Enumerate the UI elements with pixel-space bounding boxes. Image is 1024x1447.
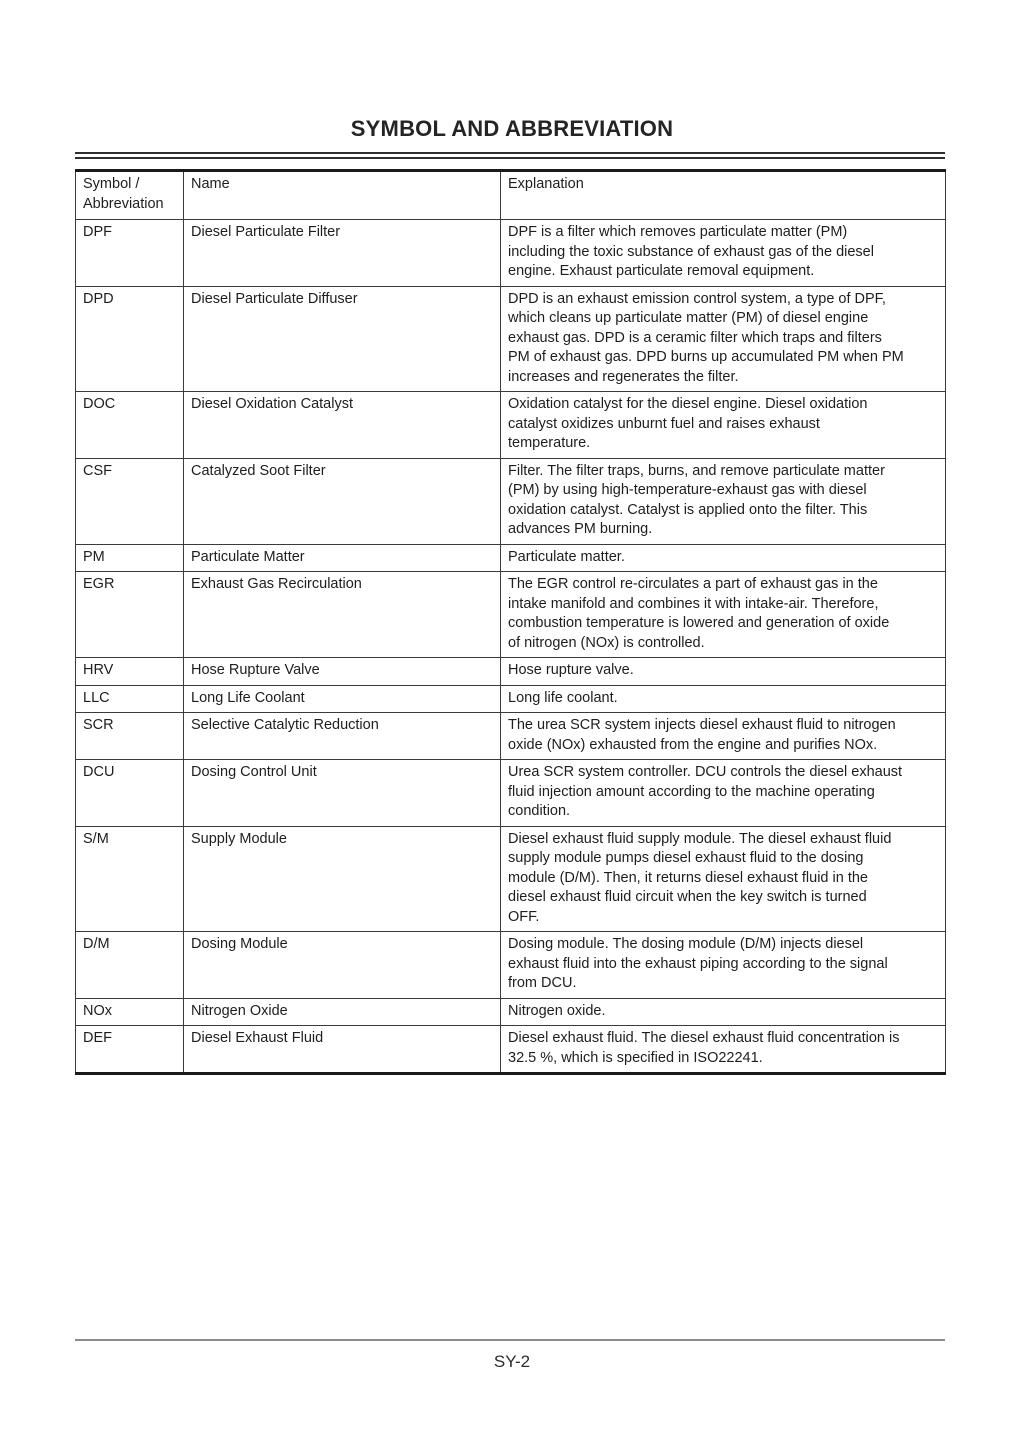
table-row (76, 826, 946, 932)
symbol-cell: LLC (76, 685, 184, 713)
explanation-cell (501, 998, 946, 1026)
explanation-line: supply module pumps diesel exhaust fluid to the dosing (508, 850, 864, 866)
col-header-label: Name (191, 176, 230, 192)
explanation-line: DPD is an exhaust emission control system, a type of DPF, (508, 290, 886, 307)
symbol-cell: DPD (76, 286, 184, 392)
name-cell: Diesel Oxidation Catalyst (184, 392, 501, 459)
explanation-cell (501, 544, 946, 572)
name-cell: Exhaust Gas Recirculation (184, 572, 501, 658)
explanation-line: Diesel exhaust fluid. The diesel exhaust fluid concentration is (508, 1030, 900, 1046)
explanation-cell (501, 685, 946, 713)
symbol-cell: DPF (76, 220, 184, 287)
explanation-cell (501, 1026, 946, 1074)
explanation-line: OFF. (508, 908, 540, 925)
table-row (76, 760, 946, 827)
name-cell: Diesel Exhaust Fluid (184, 1026, 501, 1074)
table-row (76, 392, 946, 459)
explanation-line: advances PM burning. (508, 521, 653, 537)
title-double-rule (75, 152, 945, 159)
abbreviation-table (75, 169, 946, 1075)
table-row (76, 572, 946, 658)
explanation-line: Particulate matter. (508, 548, 625, 565)
explanation-line: increases and regenerates the filter. (508, 368, 739, 385)
name-cell: Diesel Particulate Diffuser (184, 286, 501, 392)
symbol-cell: DEF (76, 1026, 184, 1074)
symbol-cell: HRV (76, 658, 184, 686)
explanation-line: combustion temperature is lowered and generation of oxide (508, 615, 890, 631)
explanation-line: exhaust gas. DPD is a ceramic filter which traps and filters (508, 329, 882, 346)
symbol-cell: D/M (76, 932, 184, 999)
symbol-cell: SCR (76, 713, 184, 760)
explanation-line: 32.5 %, which is specified in ISO22241. (508, 1049, 763, 1066)
explanation-line: oxidation catalyst. Catalyst is applied onto the filter. This (508, 501, 868, 518)
explanation-line: The urea SCR system injects diesel exhaust fluid to nitrogen (508, 717, 896, 733)
explanation-line: temperature. (508, 435, 591, 451)
explanation-line: (PM) by using high-temperature-exhaust gas with diesel (508, 482, 867, 498)
explanation-cell (501, 572, 946, 658)
symbol-cell: DOC (76, 392, 184, 459)
name-cell: Supply Module (184, 826, 501, 932)
symbol-cell: CSF (76, 458, 184, 544)
explanation-cell (501, 286, 946, 392)
explanation-line: condition. (508, 803, 571, 819)
symbol-cell: NOx (76, 998, 184, 1026)
page-number: SY-2 (493, 1352, 531, 1371)
explanation-line: intake manifold and combines it with intake-air. Therefore, (508, 595, 879, 612)
explanation-cell (501, 932, 946, 999)
table-header-row (76, 171, 946, 220)
explanation-line: diesel exhaust fluid circuit when the key switch is turned (508, 889, 867, 905)
explanation-line: module (D/M). Then, it returns diesel exhaust fluid in the (508, 869, 868, 886)
table-row (76, 458, 946, 544)
explanation-line: Urea SCR system controller. DCU controls the diesel exhaust (508, 764, 903, 780)
table-row (76, 1026, 946, 1074)
col-header-label: Symbol / (83, 176, 140, 192)
table-row (76, 286, 946, 392)
col-header-name (184, 171, 501, 220)
name-cell: Long Life Coolant (184, 685, 501, 713)
explanation-line: including the toxic substance of exhaust gas of the diesel (508, 243, 874, 260)
explanation-line: DPF is a filter which removes particulate matter (PM) (508, 224, 848, 240)
name-cell: Nitrogen Oxide (184, 998, 501, 1026)
footer-rule (75, 1339, 945, 1341)
symbol-cell: PM (76, 544, 184, 572)
name-cell: Catalyzed Soot Filter (184, 458, 501, 544)
name-cell: Particulate Matter (184, 544, 501, 572)
symbol-cell: DCU (76, 760, 184, 827)
explanation-line: Nitrogen oxide. (508, 1002, 606, 1019)
explanation-line: exhaust fluid into the exhaust piping according to the signal (508, 955, 888, 972)
table-row (76, 658, 946, 686)
explanation-line: oxide (NOx) exhausted from the engine and purifies NOx. (508, 736, 878, 753)
explanation-cell (501, 826, 946, 932)
name-cell: Selective Catalytic Reduction (184, 713, 501, 760)
col-header-label: Explanation (508, 176, 584, 192)
symbol-cell: S/M (76, 826, 184, 932)
explanation-cell (501, 458, 946, 544)
explanation-line: Hose rupture valve. (508, 662, 634, 678)
explanation-line: engine. Exhaust particulate removal equipment. (508, 263, 815, 279)
explanation-line: The EGR control re-circulates a part of exhaust gas in the (508, 576, 878, 592)
explanation-cell (501, 658, 946, 686)
page-title: SYMBOL AND ABBREVIATION (350, 116, 674, 141)
table-row (76, 220, 946, 287)
col-header-symbol-abbreviation (76, 171, 184, 220)
name-cell: Diesel Particulate Filter (184, 220, 501, 287)
explanation-line: PM of exhaust gas. DPD burns up accumulated PM when PM (508, 349, 904, 365)
explanation-line: Long life coolant. (508, 689, 618, 706)
explanation-line: Diesel exhaust fluid supply module. The diesel exhaust fluid (508, 830, 892, 847)
explanation-cell (501, 713, 946, 760)
symbol-cell: EGR (76, 572, 184, 658)
explanation-line: Filter. The filter traps, burns, and remove particulate matter (508, 462, 885, 479)
col-header-explanation (501, 171, 946, 220)
explanation-line: which cleans up particulate matter (PM) of diesel engine (508, 310, 869, 326)
table-row (76, 544, 946, 572)
name-cell: Dosing Control Unit (184, 760, 501, 827)
explanation-line: Oxidation catalyst for the diesel engine. Diesel oxidation (508, 396, 868, 412)
table-row (76, 932, 946, 999)
table-row (76, 998, 946, 1026)
name-cell: Dosing Module (184, 932, 501, 999)
explanation-cell (501, 760, 946, 827)
col-header-label: Abbreviation (83, 195, 164, 212)
explanation-cell (501, 220, 946, 287)
explanation-line: Dosing module. The dosing module (D/M) injects diesel (508, 936, 864, 952)
explanation-line: of nitrogen (NOx) is controlled. (508, 634, 705, 651)
explanation-line: from DCU. (508, 975, 577, 991)
explanation-line: catalyst oxidizes unburnt fuel and raises exhaust (508, 415, 820, 432)
table-row (76, 685, 946, 713)
table-row (76, 713, 946, 760)
name-cell: Hose Rupture Valve (184, 658, 501, 686)
explanation-line: fluid injection amount according to the machine operating (508, 783, 875, 800)
explanation-cell (501, 392, 946, 459)
